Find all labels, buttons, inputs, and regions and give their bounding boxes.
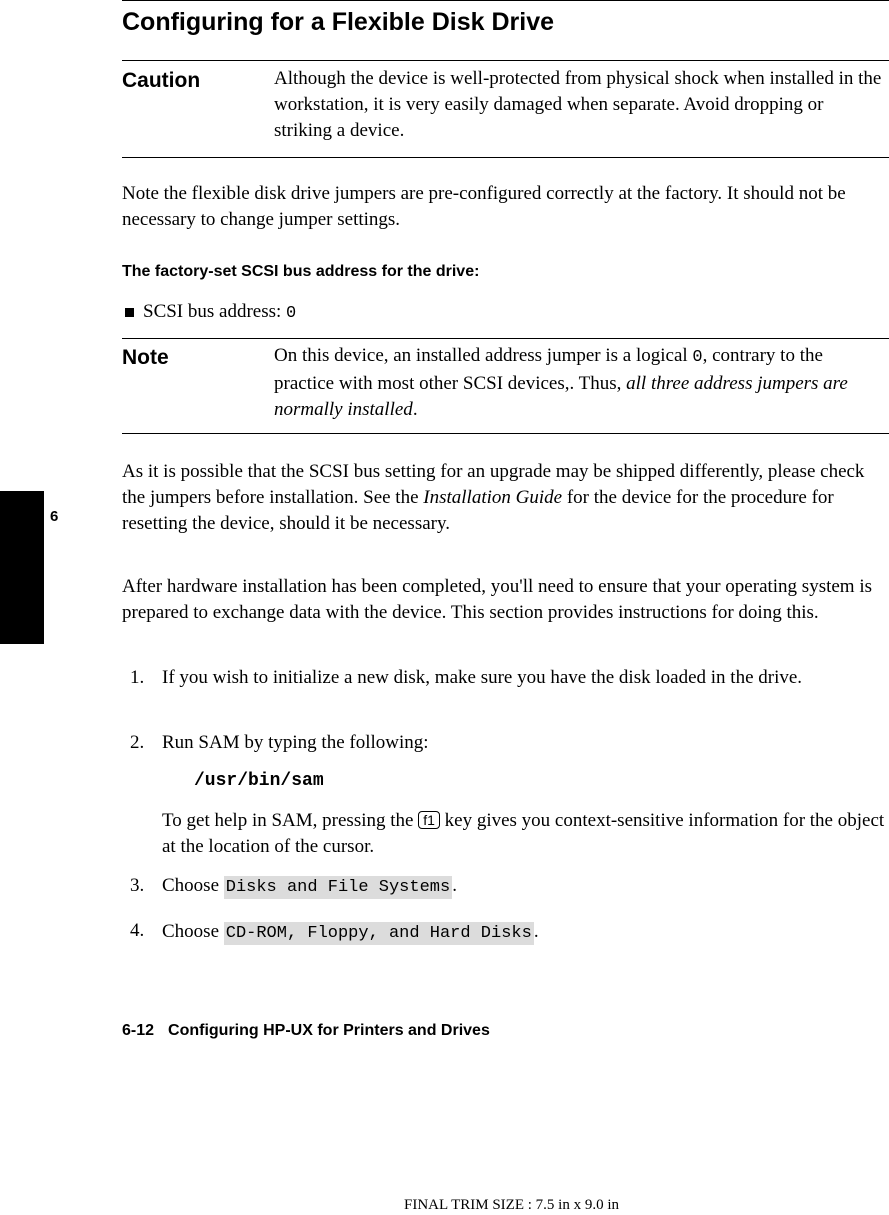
intro-paragraph: Note the flexible disk drive jumpers are pre-configured correctly at the factory. It should not be necessary to change jumper settings. — [122, 183, 846, 230]
caution-label: Caution — [122, 69, 201, 92]
help-text-before: To get help in SAM, pressing the — [162, 810, 419, 831]
step-4-number: 4. — [130, 920, 145, 941]
note-code: 0 — [692, 348, 703, 367]
bullet-item — [143, 299, 296, 327]
bullet-value: 0 — [286, 304, 297, 323]
step-4-prefix: Choose — [162, 921, 224, 942]
step-3-suffix: . — [452, 875, 457, 896]
trim-size-note: FINAL TRIM SIZE : 7.5 in x 9.0 in — [404, 1197, 620, 1213]
step-3-number: 3. — [130, 875, 145, 896]
paragraph-upgrade — [122, 459, 886, 537]
step-3-prefix: Choose — [162, 875, 224, 896]
paragraph-upgrade-before: As it is possible that the SCSI bus setting for an upgrade may be shipped differently, please check the jumpers before installation. See the — [122, 461, 865, 508]
note-text-before: On this device, an installed address jumper is a logical — [274, 345, 693, 366]
top-rule — [122, 0, 889, 1]
chapter-tab — [0, 491, 44, 644]
f1-key: f1 — [418, 811, 440, 829]
chapter-tab-number: 6 — [50, 508, 59, 525]
caution-top-rule — [122, 60, 889, 61]
sam-command: /usr/bin/sam — [194, 771, 324, 791]
step-2-number: 2. — [130, 732, 145, 753]
footer-page-number: 6-12 — [122, 1022, 155, 1039]
section-title: Configuring for a Flexible Disk Drive — [122, 8, 555, 36]
step-2-text: Run SAM by typing the following: — [162, 732, 429, 753]
menu-cdrom-floppy-hard-disks[interactable]: CD-ROM, Floppy, and Hard Disks — [225, 924, 532, 943]
menu-disks-and-file-systems[interactable]: Disks and File Systems — [225, 878, 451, 897]
footer-chapter-title: Configuring HP-UX for Printers and Drives — [168, 1022, 490, 1039]
step-4-suffix: . — [533, 921, 539, 942]
bullet-square-icon — [125, 308, 134, 317]
note-top-rule — [122, 338, 889, 339]
note-text — [274, 343, 886, 423]
paragraph-installation: After hardware installation has been completed, you'll need to ensure that your operating system is prepared to exchange data with the device. This section provides instructions for doing this. — [122, 576, 873, 623]
note-bottom-rule — [122, 433, 889, 434]
caution-bottom-rule — [122, 157, 889, 158]
factory-address-subheading: The factory-set SCSI bus address for the drive: — [122, 263, 480, 280]
note-end: . — [412, 399, 418, 420]
paragraph-upgrade-after: for the device for the procedure for resetting the device, should it be necessary. — [122, 487, 834, 534]
step-4-text — [162, 919, 886, 947]
note-emphasis: all three address jumpers are normally installed — [274, 373, 848, 420]
bullet-text: SCSI bus address: — [143, 301, 287, 322]
step-1-number: 1. — [130, 667, 145, 688]
sam-help-text — [162, 808, 886, 860]
step-3-text — [162, 873, 886, 901]
paragraph-upgrade-emphasis: Installation Guide — [423, 487, 563, 508]
note-text-after: , contrary to the practice with most other SCSI devices,. Thus, — [274, 345, 823, 394]
step-1-text: If you wish to initialize a new disk, make sure you have the disk loaded in the drive. — [162, 667, 803, 688]
caution-text: Although the device is well-protected from physical shock when installed in the workstation, it is very easily damaged when separate. Avoid dropping or striking a device. — [274, 68, 882, 141]
page-footer — [122, 1020, 490, 1042]
help-text-after: key gives you context-sensitive information for the object at the location of the cursor. — [162, 810, 885, 857]
note-label: Note — [122, 346, 169, 369]
